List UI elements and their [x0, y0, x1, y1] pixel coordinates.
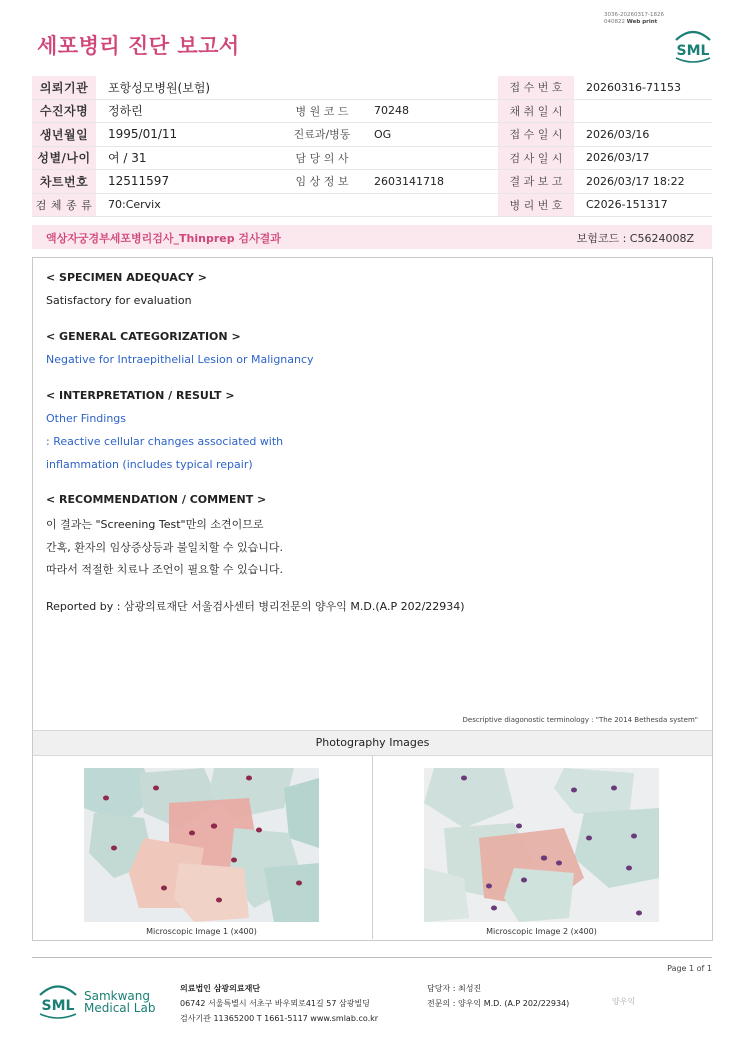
- specimen-adequacy-heading: < SPECIMEN ADEQUACY >: [46, 271, 207, 284]
- interpretation-text-2: : Reactive cellular changes associated with: [46, 435, 284, 448]
- label-department: 진료과/병동: [282, 123, 362, 147]
- value-receipt-date: 2026/03/16: [574, 123, 712, 147]
- sml-logo-top: [672, 26, 714, 64]
- value-patient-name: 정하린: [96, 99, 282, 123]
- footer-staff-info: [427, 981, 569, 1011]
- recommendation-text-2: 간혹, 환자의 임상증상등과 불일치할 수 있습니다.: [46, 541, 283, 554]
- label-sex-age: 성별/나이: [32, 146, 96, 170]
- image-2-caption: Microscopic Image 2 (x400): [486, 927, 597, 936]
- info-row: [32, 170, 712, 194]
- lab-name: [84, 990, 155, 1014]
- label-specimen-type: 검 체 종 류: [32, 193, 96, 217]
- label-pathology-no: 병 리 번 호: [498, 193, 574, 217]
- label-empty: [282, 76, 362, 99]
- image-1-caption: Microscopic Image 1 (x400): [146, 927, 257, 936]
- logo-text: SML: [676, 43, 710, 59]
- exam-name: 액상자궁경부세포병리검사_Thinprep 검사결과: [46, 232, 281, 245]
- specimen-adequacy-text: Satisfactory for evaluation: [46, 294, 192, 307]
- value-department: OG: [362, 123, 498, 147]
- interpretation-heading: < INTERPRETATION / RESULT >: [46, 389, 235, 402]
- reported-by: Reported by : 삼광의료재단 서울검사센터 병리전문의 양우익 M.D.(A.P 202/22934): [46, 600, 465, 613]
- label-receipt-date: 접 수 일 시: [498, 123, 574, 147]
- specialist-name: 전문의 : 양우익 M.D. (A.P 202/22934): [427, 999, 570, 1008]
- recommendation-text-1: 이 결과는 "Screening Test"만의 소견이므로: [46, 518, 264, 531]
- specialist-signature: 양우익: [612, 997, 636, 1006]
- value-exam-date: 2026/03/17: [574, 146, 712, 170]
- value-clinical-info: 2603141718: [362, 170, 498, 194]
- value-sex-age: 여 / 31: [96, 146, 282, 170]
- info-row: [32, 99, 712, 123]
- value-chart-no: 12511597: [96, 170, 282, 194]
- recommendation-heading: < RECOMMENDATION / COMMENT >: [46, 493, 267, 506]
- photo-section-title: Photography Images: [315, 736, 430, 749]
- value-institution: 포항성모병원(보험): [96, 76, 282, 99]
- value-hospital-code: 70248: [362, 99, 498, 123]
- label-doctor: 담 당 의 사: [282, 146, 362, 170]
- value-collection-date: [574, 99, 712, 123]
- staff-name: 담당자 : 최성진: [427, 984, 482, 993]
- print-id-line1: 3036-20260317-1826: [604, 12, 664, 18]
- label-clinical-info: 임 상 정 보: [282, 170, 362, 194]
- org-name: 의료법인 삼광의료재단: [180, 984, 261, 993]
- report-title: 세포병리 진단 보고서: [37, 34, 240, 58]
- label-exam-date: 검 사 일 시: [498, 146, 574, 170]
- label-collection-date: 채 취 일 시: [498, 99, 574, 123]
- value-birth-date: 1995/01/11: [96, 123, 282, 147]
- footer-org-info: [180, 981, 378, 1026]
- photo-divider: [372, 755, 373, 939]
- terminology-note: Descriptive diagonostic terminology : "The 2014 Bethesda system": [462, 716, 698, 724]
- insurance-code: 보험코드 : C5624008Z: [576, 232, 694, 245]
- lab-name-line1: Samkwang: [84, 989, 150, 1003]
- print-id-line2b: Web print: [626, 19, 658, 25]
- print-id: [604, 12, 664, 26]
- general-category-text: Negative for Intraepithelial Lesion or Malignancy: [46, 353, 314, 366]
- label-receipt-no: 접 수 번 호: [498, 76, 574, 99]
- info-row: [32, 193, 712, 217]
- info-row: [32, 76, 712, 99]
- value-doctor: [362, 146, 498, 170]
- info-row: [32, 146, 712, 170]
- logo-text: SML: [41, 998, 75, 1014]
- label-institution: 의뢰기관: [32, 76, 96, 99]
- info-row: [32, 123, 712, 147]
- footer-divider: [32, 957, 712, 958]
- org-contact: 검사기관 11365200 T 1661-5117 www.smlab.co.kr: [180, 1014, 379, 1023]
- microscopic-image-1: [84, 768, 319, 922]
- org-address: 06742 서울특별시 서초구 바우뫼로41길 57 삼광빌딩: [180, 999, 370, 1008]
- label-empty: [282, 193, 362, 217]
- label-patient-name: 수진자명: [32, 99, 96, 123]
- lab-name-line2: Medical Lab: [84, 1001, 156, 1015]
- label-result-report: 결 과 보 고: [498, 170, 574, 194]
- value-empty: [362, 193, 498, 217]
- label-birth-date: 생년월일: [32, 123, 96, 147]
- sml-logo-bottom: [37, 980, 79, 1020]
- value-empty: [362, 76, 498, 99]
- value-receipt-no: 20260316-71153: [574, 76, 712, 99]
- page-number: Page 1 of 1: [667, 964, 712, 973]
- interpretation-text-3: inflammation (includes typical repair): [46, 458, 253, 471]
- value-specimen-type: 70:Cervix: [96, 193, 282, 217]
- print-id-line2a: 040822: [604, 19, 625, 25]
- patient-info-table: [32, 76, 712, 217]
- interpretation-text-1: Other Findings: [46, 412, 127, 425]
- value-result-report: 2026/03/17 18:22: [574, 170, 712, 194]
- label-chart-no: 차트번호: [32, 170, 96, 194]
- value-pathology-no: C2026-151317: [574, 193, 712, 217]
- label-hospital-code: 병 원 코 드: [282, 99, 362, 123]
- recommendation-text-3: 따라서 적절한 치료나 조언이 필요할 수 있습니다.: [46, 563, 283, 576]
- microscopic-image-2: [424, 768, 659, 922]
- general-category-heading: < GENERAL CATEGORIZATION >: [46, 330, 241, 343]
